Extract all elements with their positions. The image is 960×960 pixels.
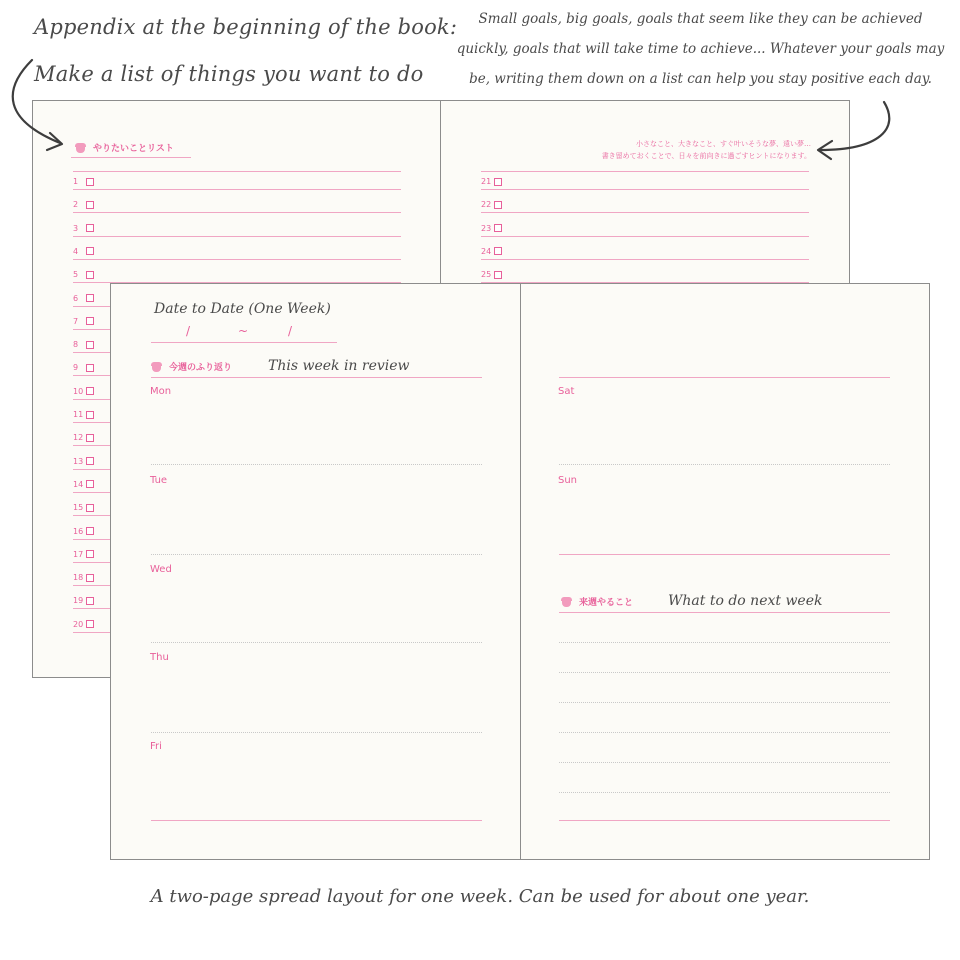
list-item-number: 20 <box>73 619 84 629</box>
date-slash-2: / <box>288 324 293 338</box>
list-line <box>481 236 809 237</box>
jp-note-line-2: 書き留めておくことで、日々を前向きに過ごすヒントになります。 <box>601 152 811 160</box>
list-line <box>481 212 809 213</box>
checkbox[interactable] <box>86 597 94 605</box>
bottom-caption: A two-page spread layout for one week. Can be used for about one year. <box>150 886 810 907</box>
checkbox[interactable] <box>86 224 94 232</box>
next-week-header <box>561 595 633 608</box>
list-line <box>73 259 401 260</box>
list-item <box>73 200 94 209</box>
divider <box>151 464 482 465</box>
checkbox[interactable] <box>86 364 94 372</box>
list-item <box>73 527 94 536</box>
list-item-number: 14 <box>73 479 84 489</box>
list-line <box>481 259 809 260</box>
list-item <box>73 294 94 303</box>
list-item <box>73 247 94 256</box>
checkbox[interactable] <box>494 201 502 209</box>
list-item-number: 7 <box>73 316 79 326</box>
divider <box>559 464 890 465</box>
list-item-number: 21 <box>481 177 492 186</box>
next-underline <box>559 612 890 613</box>
checkbox[interactable] <box>86 411 94 419</box>
list-item-number: 1 <box>73 177 79 186</box>
day-wed: Wed <box>150 564 172 575</box>
list-item-number: 15 <box>73 503 84 513</box>
list-item <box>73 480 94 489</box>
list-item-number: 13 <box>73 456 84 466</box>
list-line <box>73 236 401 237</box>
list-item <box>73 550 94 559</box>
checkbox[interactable] <box>86 457 94 465</box>
list-item <box>481 270 502 279</box>
checkbox[interactable] <box>494 247 502 255</box>
date-title: Date to Date (One Week) <box>154 301 331 317</box>
review-underline <box>151 377 482 378</box>
list-top-line <box>73 171 401 172</box>
day-sun: Sun <box>558 475 578 486</box>
list-top-line <box>481 171 809 172</box>
checkbox[interactable] <box>86 527 94 535</box>
list-line <box>481 189 809 190</box>
list-item <box>73 317 94 326</box>
checkbox[interactable] <box>86 341 94 349</box>
list-item <box>73 596 94 605</box>
jp-note-line-1: 小さなこと、大きなこと、すぐ叶いそうな夢、遠い夢… <box>636 140 811 148</box>
list-item-number: 23 <box>481 223 492 233</box>
list-item-number: 9 <box>73 363 79 373</box>
checkbox[interactable] <box>86 201 94 209</box>
todo-line <box>559 732 890 733</box>
list-item <box>73 573 94 582</box>
checkbox[interactable] <box>86 574 94 582</box>
list-item-number: 8 <box>73 340 79 350</box>
day-tue: Tue <box>150 475 168 486</box>
weekly-spread <box>110 283 930 860</box>
list-item <box>481 177 502 186</box>
list-item <box>73 503 94 512</box>
list-title <box>75 141 174 154</box>
appendix-caption: Appendix at the beginning of the book: <box>34 15 458 39</box>
day-fri: Fri <box>150 741 162 752</box>
checkbox[interactable] <box>86 434 94 442</box>
checkbox[interactable] <box>494 224 502 232</box>
list-item <box>73 457 94 466</box>
top-line <box>559 377 890 378</box>
divider <box>151 642 482 643</box>
make-list-caption: Make a list of things you want to do <box>34 62 424 86</box>
todo-line <box>559 672 890 673</box>
list-item <box>73 433 94 442</box>
next-jp: 来週やること <box>579 598 634 608</box>
list-item-number: 17 <box>73 549 84 559</box>
cup-icon <box>561 597 573 607</box>
list-item <box>73 340 94 349</box>
todo-line <box>559 762 890 763</box>
todo-line <box>559 792 890 793</box>
day-mon: Mon <box>150 386 172 397</box>
checkbox[interactable] <box>86 247 94 255</box>
checkbox[interactable] <box>86 178 94 186</box>
list-item <box>481 224 502 233</box>
jp-note <box>503 138 811 162</box>
checkbox[interactable] <box>86 480 94 488</box>
goals-note-line-3: be, writing them down on a list can help you stay positive each day. <box>469 71 932 87</box>
list-item <box>73 620 94 629</box>
list-item-number: 12 <box>73 433 84 443</box>
list-item <box>481 247 502 256</box>
todo-bottom-line <box>559 820 890 821</box>
goals-note-line-1: Small goals, big goals, goals that seem like they can be achieved <box>478 11 923 27</box>
list-item-number: 5 <box>73 270 79 280</box>
title-underline <box>71 157 191 158</box>
list-item-number: 24 <box>481 246 492 256</box>
list-item <box>73 410 94 419</box>
list-item-number: 18 <box>73 573 84 583</box>
cup-icon <box>75 143 87 153</box>
day-thu: Thu <box>150 652 169 663</box>
list-line <box>73 212 401 213</box>
list-item-number: 25 <box>481 270 492 280</box>
list-item-number: 3 <box>73 223 79 233</box>
todo-line <box>559 702 890 703</box>
checkbox[interactable] <box>86 620 94 628</box>
list-item <box>73 387 94 396</box>
checkbox[interactable] <box>86 317 94 325</box>
list-item <box>481 200 502 209</box>
list-item-number: 19 <box>73 596 84 606</box>
date-slash-1: / <box>186 324 191 338</box>
checkbox[interactable] <box>86 504 94 512</box>
list-line <box>73 189 401 190</box>
bottom-line <box>151 820 482 821</box>
checkbox[interactable] <box>86 271 94 279</box>
cup-icon <box>151 362 163 372</box>
divider <box>151 554 482 555</box>
review-jp: 今週のふり返り <box>169 363 233 373</box>
list-item-number: 16 <box>73 526 84 536</box>
checkbox[interactable] <box>86 550 94 558</box>
list-item-number: 10 <box>73 386 84 396</box>
review-header <box>151 360 232 373</box>
date-tilde: ~ <box>238 324 249 338</box>
checkbox[interactable] <box>494 271 502 279</box>
next-en: What to do next week <box>668 593 823 609</box>
todo-line <box>559 642 890 643</box>
checkbox[interactable] <box>86 387 94 395</box>
list-item-number: 2 <box>73 200 79 210</box>
list-title-text: やりたいことリスト <box>93 144 174 154</box>
list-item <box>73 177 94 186</box>
list-item-number: 11 <box>73 410 84 419</box>
review-en: This week in review <box>268 358 410 374</box>
front-spine <box>520 284 521 859</box>
list-item <box>73 363 94 372</box>
date-underline <box>151 342 337 343</box>
day-sat: Sat <box>558 386 575 397</box>
list-item-number: 4 <box>73 246 79 256</box>
checkbox[interactable] <box>494 178 502 186</box>
goals-note <box>448 4 953 94</box>
list-item-number: 22 <box>481 200 492 210</box>
list-item-number: 6 <box>73 293 79 303</box>
divider <box>151 732 482 733</box>
sun-bottom-line <box>559 554 890 555</box>
checkbox[interactable] <box>86 294 94 302</box>
list-item <box>73 224 94 233</box>
goals-note-line-2: quickly, goals that will take time to achieve... Whatever your goals may <box>456 41 945 57</box>
list-item <box>73 270 94 279</box>
